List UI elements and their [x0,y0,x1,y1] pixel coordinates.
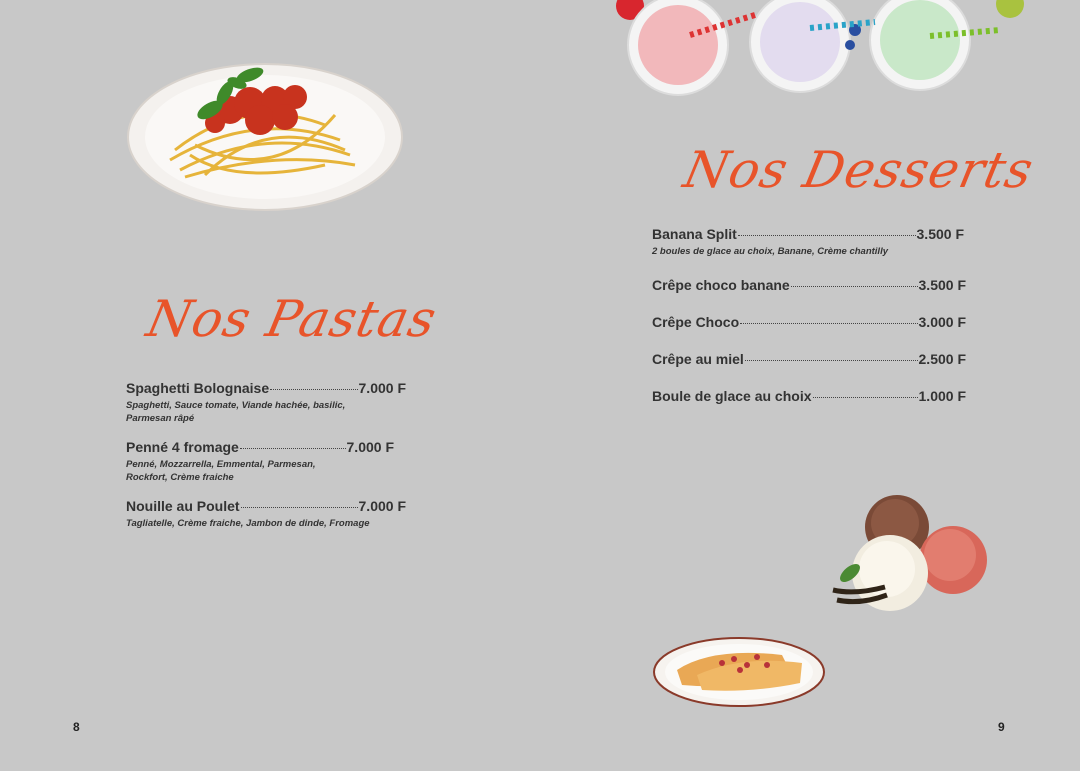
menu-item [652,226,964,258]
menu-item [652,314,966,330]
item-price: 3.500 F [916,226,964,242]
item-price: 7.000 F [358,380,406,396]
dot-leader [738,235,916,236]
dot-leader [745,360,918,361]
menu-item [126,439,394,484]
item-price: 3.500 F [918,277,966,293]
menu-item [652,277,966,293]
item-description: Spaghetti, Sauce tomate, Viande hachée, basilic, Parmesan râpé [126,400,346,424]
dot-leader [791,286,918,287]
pasta-menu [126,380,406,544]
item-description: 2 boules de glace au choix, Banane, Crème chantilly [652,246,888,257]
dessert-menu [652,226,972,425]
item-name: Banana Split [652,226,737,242]
dot-leader [240,448,346,449]
item-description: Penné, Mozzarrella, Emmental, Parmesan, Rockfort, Crème fraiche [126,459,316,483]
item-price: 7.000 F [346,439,394,455]
right-page [540,0,1080,771]
item-price: 2.500 F [918,351,966,367]
dessert-section-title: Nos Desserts [678,141,1039,199]
menu-item [652,351,966,367]
menu-item [126,380,406,425]
dot-leader [241,507,358,508]
spaghetti-plate-image [125,55,405,215]
pasta-section-title: Nos Pastas [141,290,443,348]
page-number: 9 [998,720,1005,734]
item-description: Tagliatelle, Crème fraiche, Jambon de dinde, Fromage [126,518,370,529]
item-name: Penné 4 fromage [126,439,239,455]
ice-cream-scoops-image [825,495,995,615]
item-name: Crêpe choco banane [652,277,790,293]
dot-leader [270,389,357,390]
item-name: Spaghetti Bolognaise [126,380,270,396]
item-price: 1.000 F [918,388,966,404]
dot-leader [813,397,918,398]
item-name: Crêpe Choco [652,314,740,330]
item-price: 7.000 F [358,498,406,514]
milkshake-glasses-image [610,0,1030,100]
menu-item [126,498,406,530]
menu-item [652,388,966,404]
item-name: Crêpe au miel [652,351,744,367]
item-name: Boule de glace au choix [652,388,812,404]
dot-leader [740,323,917,324]
page-number: 8 [73,720,80,734]
crepe-plate-image [652,635,827,710]
item-name: Nouille au Poulet [126,498,240,514]
item-price: 3.000 F [918,314,966,330]
